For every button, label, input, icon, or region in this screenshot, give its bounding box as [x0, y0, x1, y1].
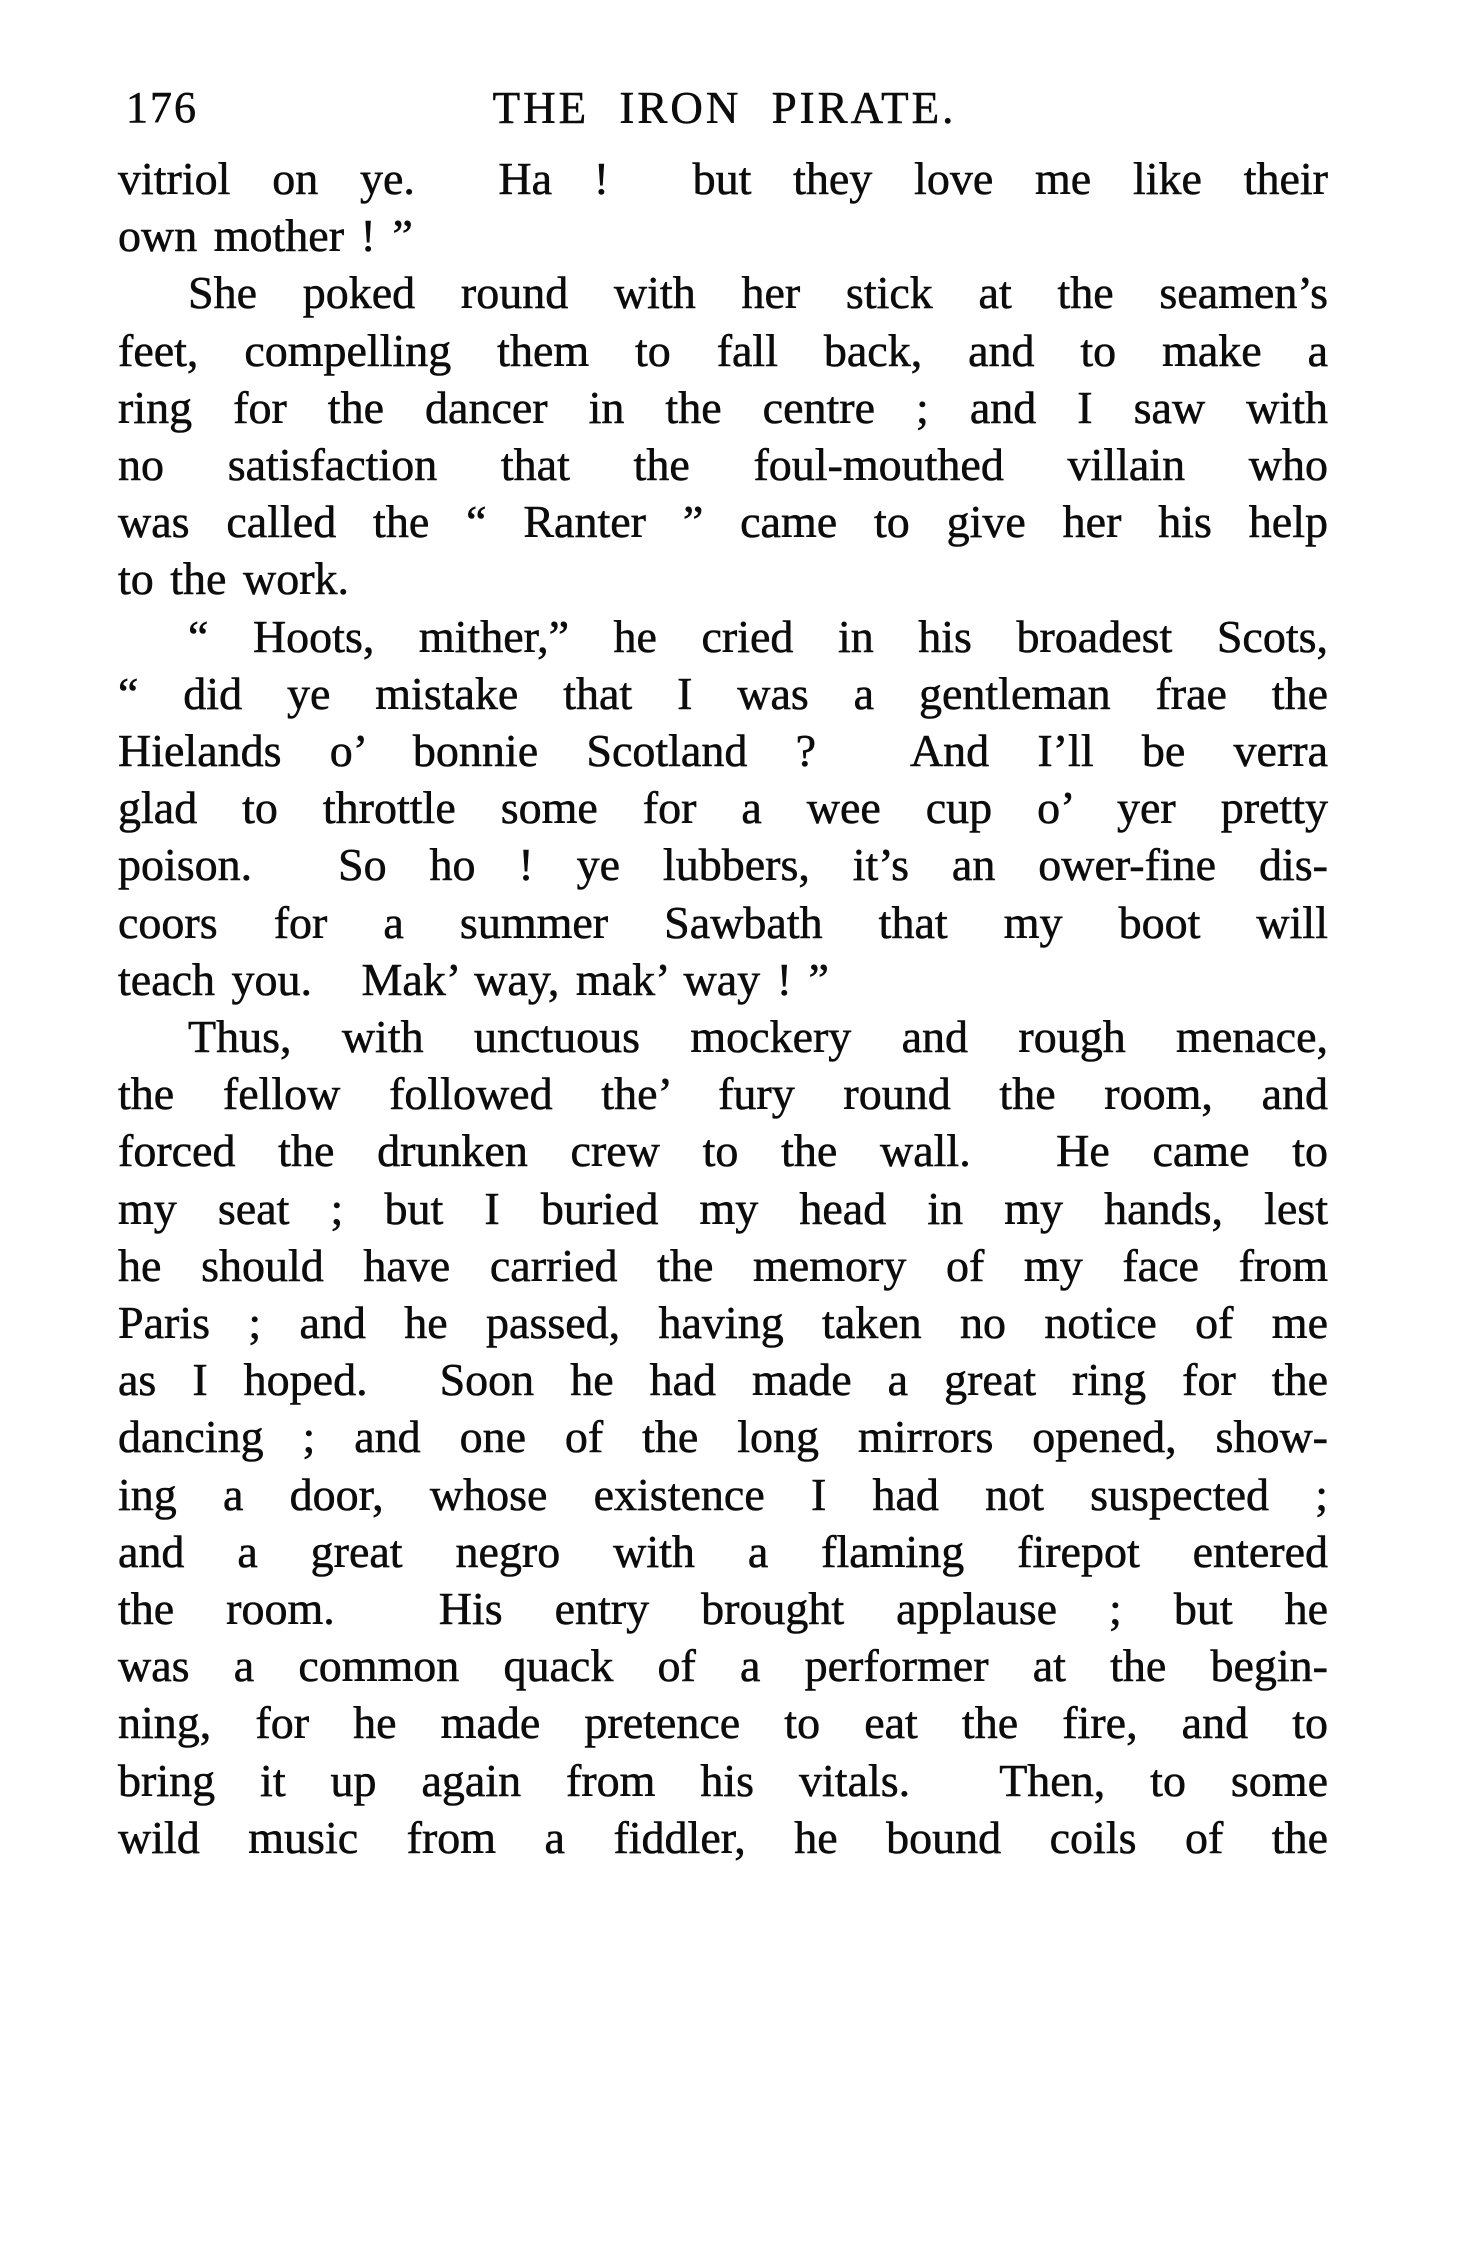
page-header: [118, 76, 1331, 140]
text-line: “ Hoots, mither,” he cried in his broadest Scots,: [188, 610, 1328, 662]
text-line: and a great negro with a flaming firepot entered: [118, 1525, 1328, 1577]
text-line: he should have carried the memory of my face from: [118, 1239, 1328, 1291]
text-line: vitriol on ye. Ha ! but they love me like their: [118, 153, 1328, 204]
text-line: teach you. Mak’ way, mak’ way ! ”: [118, 953, 829, 1005]
body-text: [118, 150, 1328, 1866]
text-line: feet, compelling them to fall back, and to make a: [118, 324, 1328, 376]
text-line: wild music from a fiddler, he bound coils of the: [118, 1811, 1328, 1863]
text-line: bring it up again from his vitals. Then, to some: [118, 1754, 1328, 1806]
text-line: ing a door, whose existence I had not suspected ;: [118, 1468, 1328, 1520]
text-line: ning, for he made pretence to eat the fire, and to: [118, 1697, 1328, 1749]
text-line: She poked round with her stick at the seamen’s: [188, 267, 1328, 319]
text-line: my seat ; but I buried my head in my hands, lest: [118, 1182, 1328, 1234]
text-line: glad to throttle some for a wee cup o’ yer pretty: [118, 782, 1328, 834]
text-line: no satisfaction that the foul-mouthed villain who: [118, 439, 1328, 491]
text-line: “ did ye mistake that I was a gentleman frae the: [118, 667, 1328, 719]
text-line: to the work.: [118, 553, 350, 605]
text-line: as I hoped. Soon he had made a great ring for the: [118, 1354, 1328, 1406]
text-line: Hielands o’ bonnie Scotland ? And I’ll be verra: [118, 725, 1328, 777]
text-line: coors for a summer Sawbath that my boot will: [118, 896, 1328, 948]
text-line: Thus, with unctuous mockery and rough menace,: [188, 1011, 1328, 1063]
text-line: was a common quack of a performer at the begin-: [118, 1640, 1328, 1692]
text-line: forced the drunken crew to the wall. He came to: [118, 1125, 1328, 1177]
text-line: Paris ; and he passed, having taken no notice of me: [118, 1297, 1328, 1349]
running-title: THE IRON PIRATE.: [492, 83, 957, 133]
text-line: the fellow followed the’ fury round the room, and: [118, 1068, 1328, 1120]
text-line: own mother ! ”: [118, 210, 413, 262]
text-line: ring for the dancer in the centre ; and I saw with: [118, 381, 1328, 433]
text-line: dancing ; and one of the long mirrors opened, show-: [118, 1411, 1328, 1463]
text-line: the room. His entry brought applause ; but he: [118, 1583, 1328, 1635]
text-line: was called the “ Ranter ” came to give her his help: [118, 496, 1328, 548]
page-number: 176: [126, 83, 198, 132]
text-line: poison. So ho ! ye lubbers, it’s an ower-fine dis-: [118, 839, 1328, 891]
